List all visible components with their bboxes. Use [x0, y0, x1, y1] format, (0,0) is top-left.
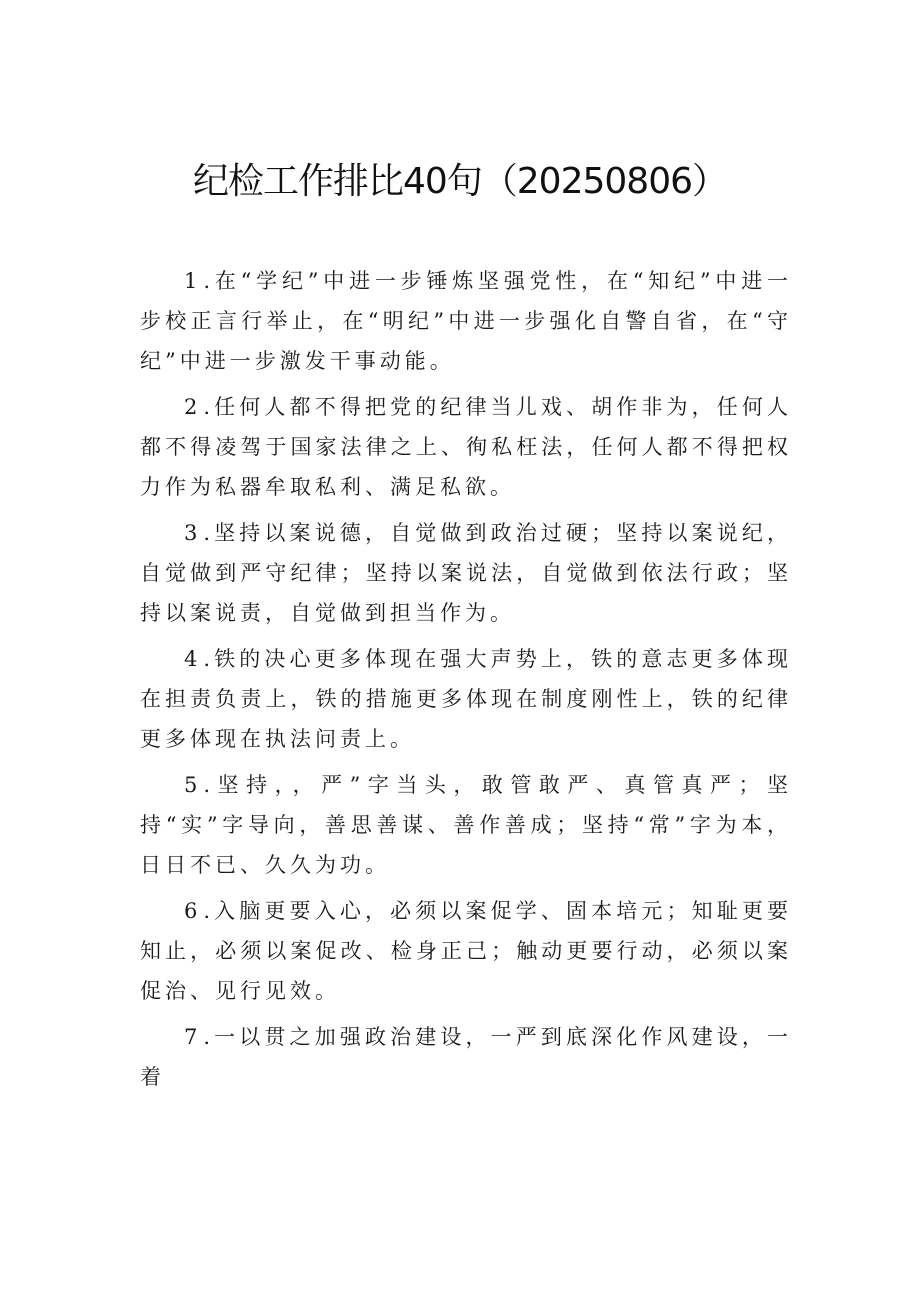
document-title: 纪检工作排比40句（20250806） — [192, 161, 728, 202]
paragraph-number: 6 — [184, 899, 202, 923]
paragraph-number: 3 — [184, 521, 202, 545]
paragraph-5 — [140, 765, 792, 885]
paragraph-6 — [140, 891, 792, 1011]
paragraph-number: 7 — [184, 1025, 202, 1049]
paragraph-3 — [140, 513, 792, 633]
paragraph-text: .坚持以案说德，自觉做到政治过硬；坚持以案说纪，自觉做到严守纪律；坚持以案说法，自觉做到依法行政；坚持以案说责，自觉做到担当作为。 — [140, 521, 792, 625]
paragraph-number: 1 — [184, 269, 202, 293]
paragraph-7 — [140, 1017, 792, 1097]
paragraph-text: .在“学纪”中进一步锤炼坚强党性，在“知纪”中进一步校正言行举止，在“明纪”中进一步强化自警自省，在“守纪”中进一步激发干事动能。 — [140, 269, 792, 373]
paragraph-4 — [140, 639, 792, 759]
document-body — [140, 261, 792, 1103]
paragraph-text: .任何人都不得把党的纪律当儿戏、胡作非为，任何人都不得凌驾于国家法律之上、徇私枉法，任何人都不得把权力作为私器牟取私利、满足私欲。 — [140, 395, 792, 499]
paragraph-number: 4 — [184, 647, 202, 671]
paragraph-text: .一以贯之加强政治建设，一严到底深化作风建设，一着 — [140, 1025, 792, 1089]
paragraph-1 — [140, 261, 792, 381]
paragraph-text: .坚持，，严”字当头，敢管敢严、真管真严；坚持“实”字导向，善思善谋、善作善成；坚持“常”字为本，日日不已、久久为功。 — [140, 773, 792, 877]
paragraph-text: .入脑更要入心，必须以案促学、固本培元；知耻更要知止，必须以案促改、检身正己；触动更要行动，必须以案促治、见行见效。 — [140, 899, 792, 1003]
paragraph-2 — [140, 387, 792, 507]
paragraph-number: 2 — [184, 395, 202, 419]
paragraph-text: .铁的决心更多体现在强大声势上，铁的意志更多体现在担责负责上，铁的措施更多体现在制度刚性上，铁的纪律更多体现在执法问责上。 — [140, 647, 792, 751]
paragraph-number: 5 — [184, 773, 202, 797]
